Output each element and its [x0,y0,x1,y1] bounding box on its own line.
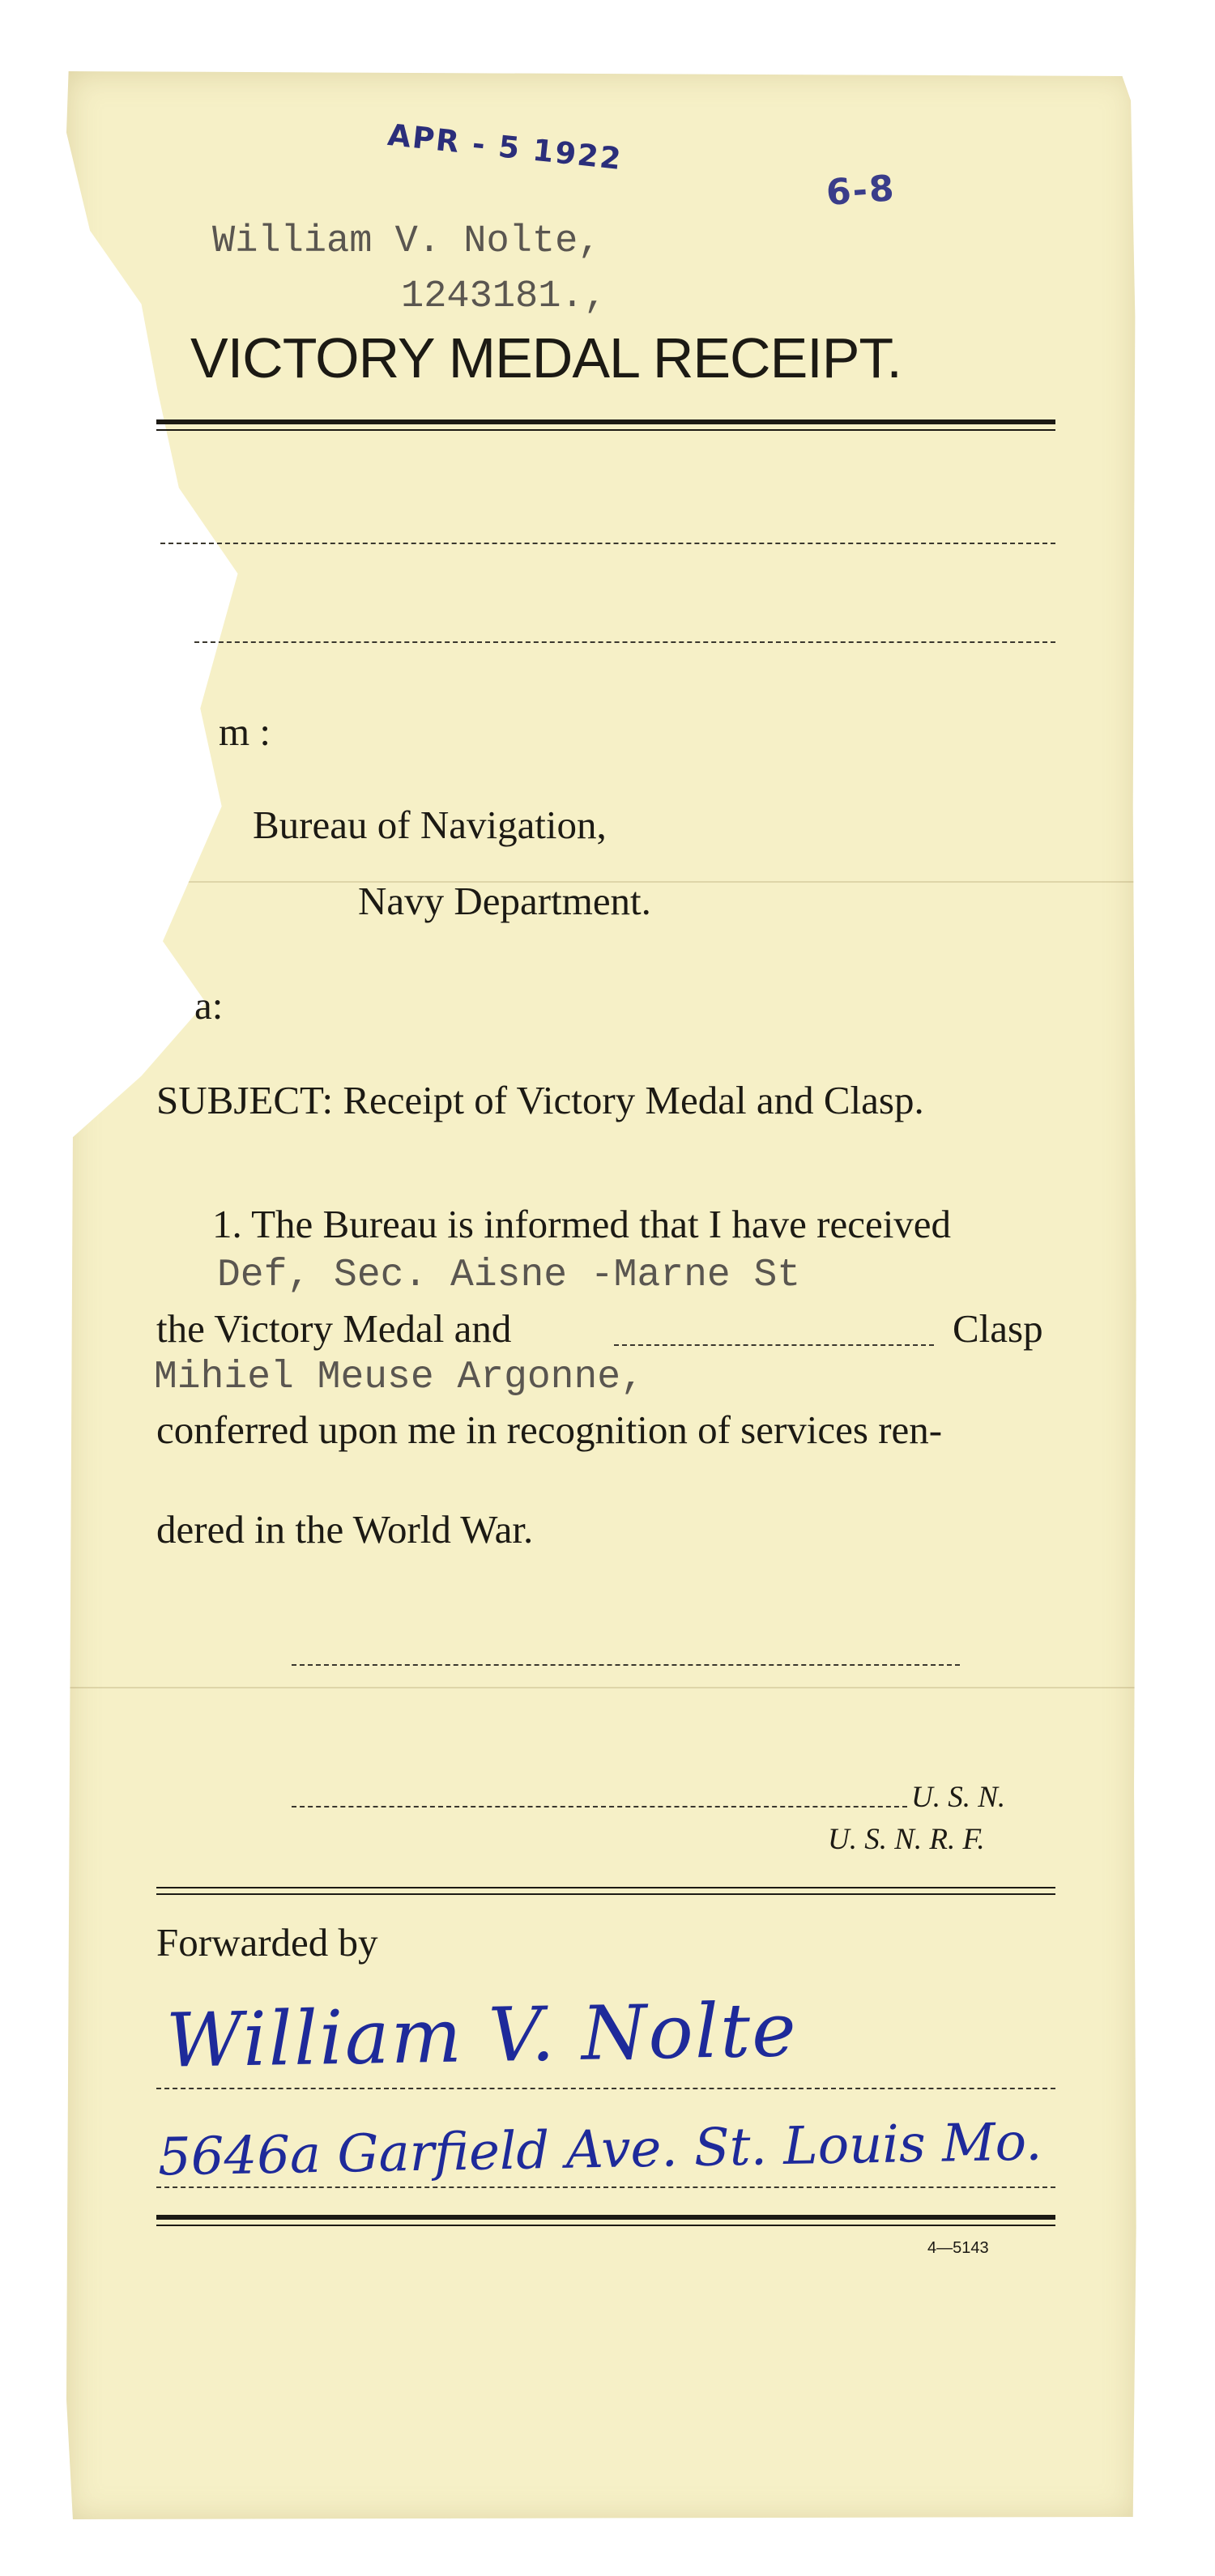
subject-line: SUBJECT: Receipt of Victory Medal and Clasp. [156,1078,924,1122]
form-title: VICTORY MEDAL RECEIPT. [190,326,902,390]
paragraph-line-3: conferred upon me in recognition of services ren- [156,1407,943,1452]
forwarded-name-line [156,2088,1055,2089]
blank-line [194,641,1055,643]
signature-line [292,1664,960,1666]
fold-crease [66,1687,1137,1688]
usn-label: U. S. N. [911,1781,1006,1814]
blank-line [160,543,1055,544]
typed-clasp-line-2: Mihiel Meuse Argonne, [154,1356,644,1399]
office-stamp: 6-8 [825,168,897,214]
handwritten-name: William V. Nolte [165,1986,799,2084]
typed-clasp-line-1: Def, Sec. Aisne -Marne St [217,1254,801,1297]
paragraph-line-4: dered in the World War. [156,1507,534,1552]
clasp-blank-line [614,1344,934,1346]
to-line-1: Bureau of Navigation, [253,803,607,847]
handwritten-address: 5646a Garfield Ave. St. Louis Mo. [157,2112,1042,2188]
section-double-rule [156,1887,1055,1895]
paragraph-line-2-suffix: Clasp [953,1306,1043,1351]
typed-name: William V. Nolte, [212,220,601,263]
usnrf-label: U. S. N. R. F. [828,1823,985,1856]
forwarded-address-line [156,2186,1055,2188]
paragraph-line-2-prefix: the Victory Medal and [156,1306,512,1351]
form-number: 4—5143 [927,2239,989,2257]
forwarded-label: Forwarded by [156,1920,378,1965]
typed-service-number: 1243181., [401,275,607,318]
to-line-2: Navy Department. [358,879,651,923]
rank-line [292,1806,907,1807]
date-stamp: APR - 5 1922 [386,117,625,177]
title-double-rule [156,419,1055,431]
from-label: m : [219,709,271,754]
bottom-double-rule [156,2215,1055,2226]
via-label: a: [194,983,224,1028]
paragraph-line-1: 1. The Bureau is informed that I have received [212,1202,952,1246]
